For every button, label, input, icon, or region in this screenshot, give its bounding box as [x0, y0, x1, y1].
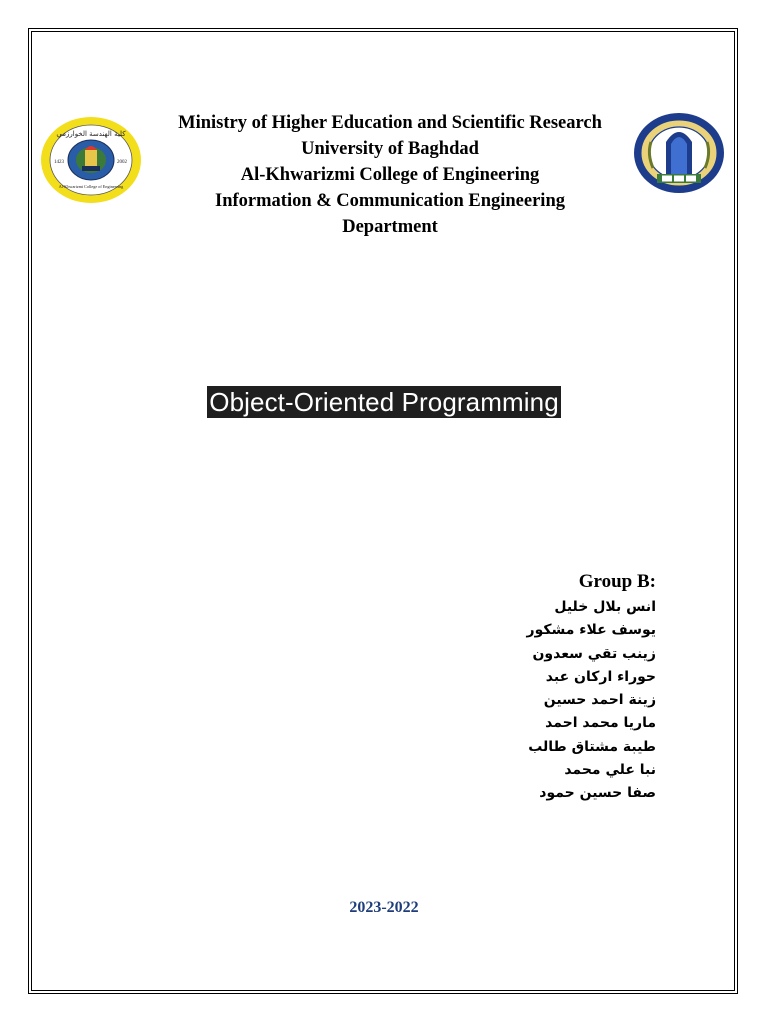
logo-english-text: Al-Khwarizmi College of Engineering: [58, 184, 124, 189]
department-name-line1: Information & Communication Engineering: [215, 191, 565, 211]
department-name-line2: Department: [342, 217, 438, 237]
member-name: نبا علي محمد: [564, 762, 656, 779]
member-name: انس بلال خليل: [554, 599, 656, 615]
logo-year-left: 1423: [54, 160, 64, 165]
logo-arabic-text: كلية الهندسة الخوارزمي: [56, 130, 126, 138]
document-title: Object-Oriented Programming: [209, 387, 559, 417]
university-name: University of Baghdad: [301, 139, 479, 159]
logo-year-right: 2002: [117, 160, 127, 165]
college-logo: [40, 116, 142, 204]
member-list: [356, 596, 656, 806]
ministry-name: Ministry of Higher Education and Scientific Research: [178, 113, 602, 133]
title-container: [0, 386, 768, 418]
member-name: حوراء اركان عبد: [545, 668, 656, 685]
member-name: زينة احمد حسين: [543, 692, 656, 709]
institution-header: [140, 110, 640, 240]
member-name: ماريا محمد احمد: [545, 715, 656, 732]
member-name: طيبة مشتاق طالب: [528, 738, 656, 755]
group-label: Group B:: [578, 571, 656, 592]
member-name: زينب تقي سعدون: [532, 645, 656, 662]
group-section: [356, 570, 656, 806]
academic-year: 2023-2022: [349, 899, 419, 916]
member-name: صفا حسين حمود: [539, 785, 656, 802]
university-logo: [633, 112, 725, 194]
college-name: Al-Khwarizmi College of Engineering: [240, 165, 540, 185]
member-name: يوسف علاء مشكور: [526, 622, 656, 639]
